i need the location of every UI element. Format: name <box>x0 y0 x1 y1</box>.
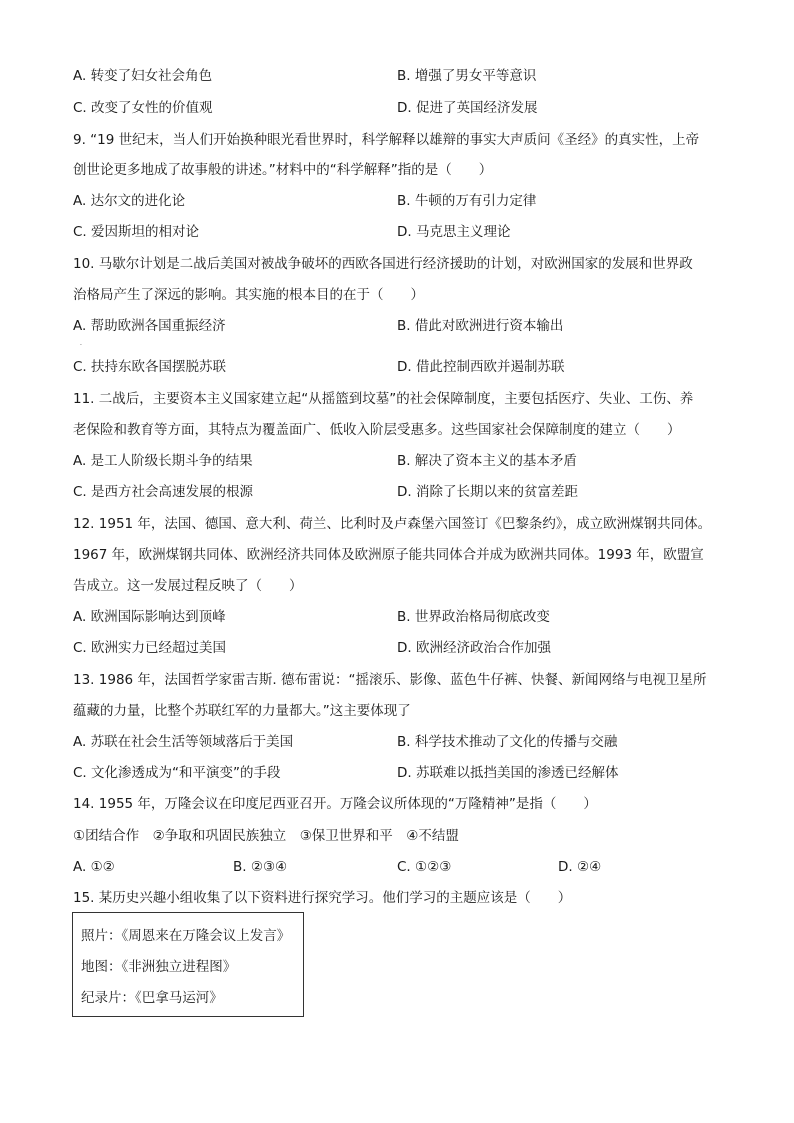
q8-option-c: C. 改变了女性的价值观 <box>73 100 213 116</box>
q9-option-b: B. 牛顿的万有引力定律 <box>397 193 537 209</box>
q15-box-line3: 纪录片：《巴拿马运河》 <box>81 990 223 1006</box>
q8-option-a: A. 转变了妇女社会角色 <box>73 68 213 84</box>
q14-stem-line1: 14. 1955 年，万隆会议在印度尼西亚召开。万隆会议所体现的“万隆精神”是指（ ） <box>73 796 597 812</box>
q10-option-d: D. 借此控制西欧并遏制苏联 <box>397 359 565 375</box>
q11-stem-line1: 11. 二战后，主要资本主义国家建立起“从摇篮到坟墓”的社会保障制度，主要包括医疗、失业、工伤、养 <box>73 391 694 407</box>
q12-option-a: A. 欧洲国际影响达到顶峰 <box>73 609 226 625</box>
q9-option-a: A. 达尔文的进化论 <box>73 193 186 209</box>
q13-stem-line2: 蕴藏的力量，比整个苏联红军的力量都大。”这主要体现了 <box>73 703 411 719</box>
q11-option-d: D. 消除了长期以来的贫富差距 <box>397 484 578 500</box>
q10-stem-line1: 10. 马歇尔计划是二战后美国对被战争破坏的西欧各国进行经济援助的计划，对欧洲国家的发展和世界政 <box>73 256 693 272</box>
q8-option-b: B. 增强了男女平等意识 <box>397 68 537 84</box>
q9-stem-line1: 9. “19 世纪末，当人们开始换种眼光看世界时，科学解释以雄辩的事实大声质问《圣经》的真实性，上帝 <box>73 132 700 148</box>
q10-option-a: A. 帮助欧洲各国重振经济 <box>73 318 226 334</box>
q13-option-a: A. 苏联在社会生活等领域落后于美国 <box>73 734 294 750</box>
q8-option-d: D. 促进了英国经济发展 <box>397 100 538 116</box>
q9-option-c: C. 爱因斯坦的相对论 <box>73 224 200 240</box>
q9-stem-line2: 创世论更多地成了故事般的讲述。”材料中的“科学解释”指的是（ ） <box>73 162 493 178</box>
q9-option-d: D. 马克思主义理论 <box>397 224 511 240</box>
q11-option-b: B. 解决了资本主义的基本矛盾 <box>397 453 577 469</box>
q12-option-b: B. 世界政治格局彻底改变 <box>397 609 550 625</box>
q15-material-box <box>72 912 304 1017</box>
q11-stem-line2: 老保险和教育等方面，其特点为覆盖面广、低收入阶层受惠多。这些国家社会保障制度的建立（ ） <box>73 422 681 438</box>
q12-option-d: D. 欧洲经济政治合作加强 <box>397 640 551 656</box>
q15-box-line2: 地图：《非洲独立进程图》 <box>81 959 237 975</box>
q10-stem-line2: 治格局产生了深远的影响。其实施的根本目的在于（ ） <box>73 287 424 303</box>
q15-stem-line1: 15. 某历史兴趣小组收集了以下资料进行探究学习。他们学习的主题应该是（ ） <box>73 890 572 906</box>
q12-stem-line1: 12. 1951 年，法国、德国、意大利、荷兰、比利时及卢森堡六国签订《巴黎条约》，成立欧洲煤钢共同体。 <box>73 516 712 532</box>
q10-option-c: C. 扶持东欧各国摆脱苏联 <box>73 359 227 375</box>
q13-option-b: B. 科学技术推动了文化的传播与交融 <box>397 734 618 750</box>
q13-option-d: D. 苏联难以抵挡美国的渗透已经解体 <box>397 765 619 781</box>
q14-option-d: D. ②④ <box>558 859 602 875</box>
q14-items: ①团结合作 ②争取和巩固民族独立 ③保卫世界和平 ④不结盟 <box>73 828 459 844</box>
q14-option-b: B. ②③④ <box>233 859 288 875</box>
q12-stem-line3: 告成立。这一发展过程反映了（ ） <box>73 578 303 594</box>
q12-stem-line2: 1967 年，欧洲煤钢共同体、欧洲经济共同体及欧洲原子能共同体合并成为欧洲共同体。1993 年，欧盟宣 <box>73 547 704 563</box>
q13-stem-line1: 13. 1986 年，法国哲学家雷吉斯. 德布雷说：“摇滚乐、影像、蓝色牛仔裤、快餐、新闻网络与电视卫星所 <box>73 672 707 688</box>
q15-box-line1: 照片：《周恩来在万隆会议上发言》 <box>81 928 291 944</box>
q14-option-c: C. ①②③ <box>397 859 452 875</box>
stray-dot-mark: · <box>80 342 82 349</box>
q13-option-c: C. 文化渗透成为“和平演变”的手段 <box>73 765 281 781</box>
q11-option-a: A. 是工人阶级长期斗争的结果 <box>73 453 253 469</box>
q10-option-b: B. 借此对欧洲进行资本输出 <box>397 318 564 334</box>
q14-option-a: A. ①② <box>73 859 115 875</box>
q11-option-c: C. 是西方社会高速发展的根源 <box>73 484 254 500</box>
q12-option-c: C. 欧洲实力已经超过美国 <box>73 640 227 656</box>
